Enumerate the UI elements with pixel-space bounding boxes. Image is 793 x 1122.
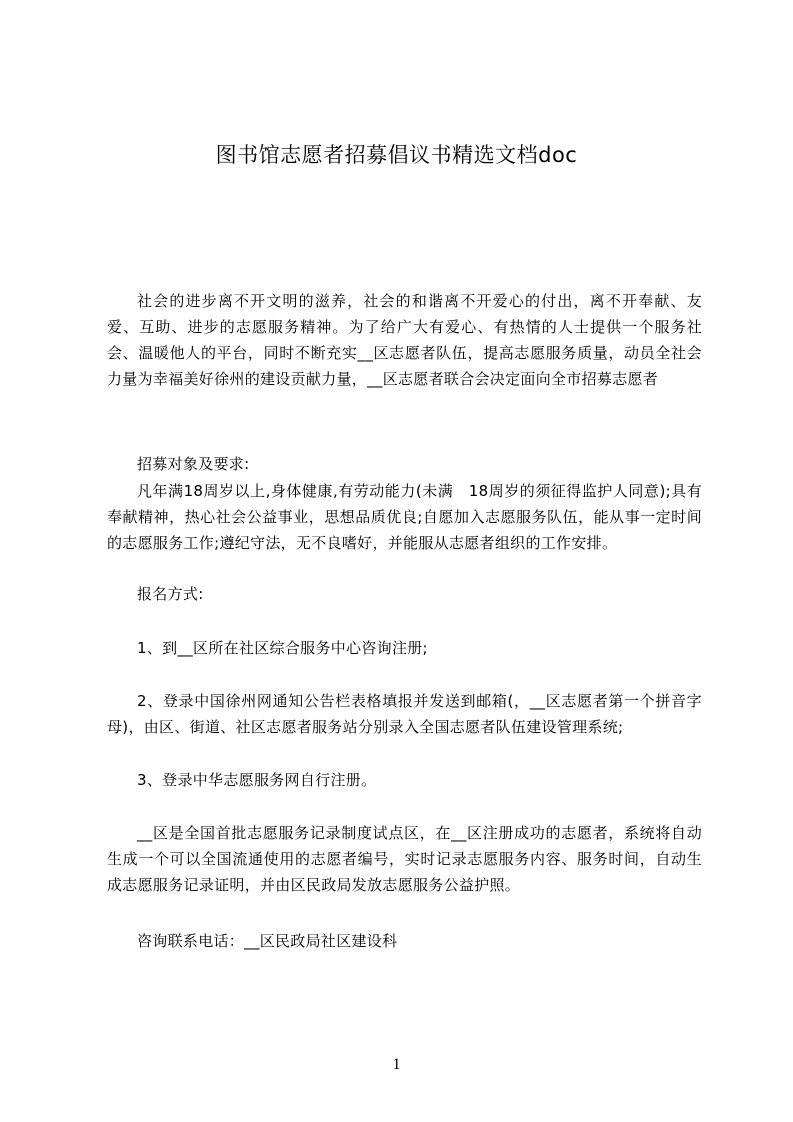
paragraph-requirements xyxy=(107,478,702,556)
signup-method-2-text: 2、登录中国徐州网通知公告栏表格填报并发送到邮箱(，__区志愿者第一个拼音字母)，由区、街道、社区志愿者服务站分别录入全国志愿者队伍建设管理系统; xyxy=(107,692,702,736)
paragraph-pilot-zone xyxy=(107,820,702,898)
paragraph-intro-text: 社会的进步离不开文明的滋养，社会的和谐离不开爱心的付出，离不开奉献、友爱、互助、进步的志愿服务精神。为了给广大有爱心、有热情的人士提供一个服务社会、温暖他人的平台，同时不断充实__区志愿者队伍，提高志愿服务质量，动员全社会力量为幸福美好徐州的建设贡献力量，__区志愿者联合会决定面向全市招募志愿者 xyxy=(107,292,702,388)
page-number: 1 xyxy=(392,1056,401,1073)
paragraph-signup-method-3 xyxy=(107,767,702,793)
pilot-zone-text: __区是全国首批志愿服务记录制度试点区，在__区注册成功的志愿者，系统将自动生成一个可以全国流通使用的志愿者编号，实时记录志愿服务内容、服务时间，自动生成志愿服务记录证明，并由区民政局发放志愿服务公益护照。 xyxy=(107,824,702,894)
paragraph-contact xyxy=(107,928,702,954)
paragraph-signup-heading xyxy=(107,581,702,607)
requirements-text: 凡年满18周岁以上,身体健康,有劳动能力(未满 18周岁的须征得监护人同意);具有奉献精神，热心社会公益事业，思想品质优良;自愿加入志愿服务队伍，能从事一定时间的志愿服务工作;遵纪守法，无不良嗜好，并能服从志愿者组织的工作安排。 xyxy=(107,482,702,552)
paragraph-signup-method-1 xyxy=(107,635,702,661)
paragraph-recruit-heading xyxy=(107,451,702,477)
signup-method-1-text: 1、到__区所在社区综合服务中心咨询注册; xyxy=(137,639,428,657)
recruit-heading-text: 招募对象及要求: xyxy=(137,455,250,473)
document-title: 图书馆志愿者招募倡议书精选文档doc xyxy=(215,143,578,167)
paragraph-signup-method-2 xyxy=(107,688,702,740)
paragraph-intro xyxy=(107,288,702,392)
contact-text: 咨询联系电话：__区民政局社区建设科 xyxy=(137,932,398,950)
signup-heading-text: 报名方式: xyxy=(137,585,204,603)
signup-method-3-text: 3、登录中华志愿服务网自行注册。 xyxy=(137,771,377,789)
